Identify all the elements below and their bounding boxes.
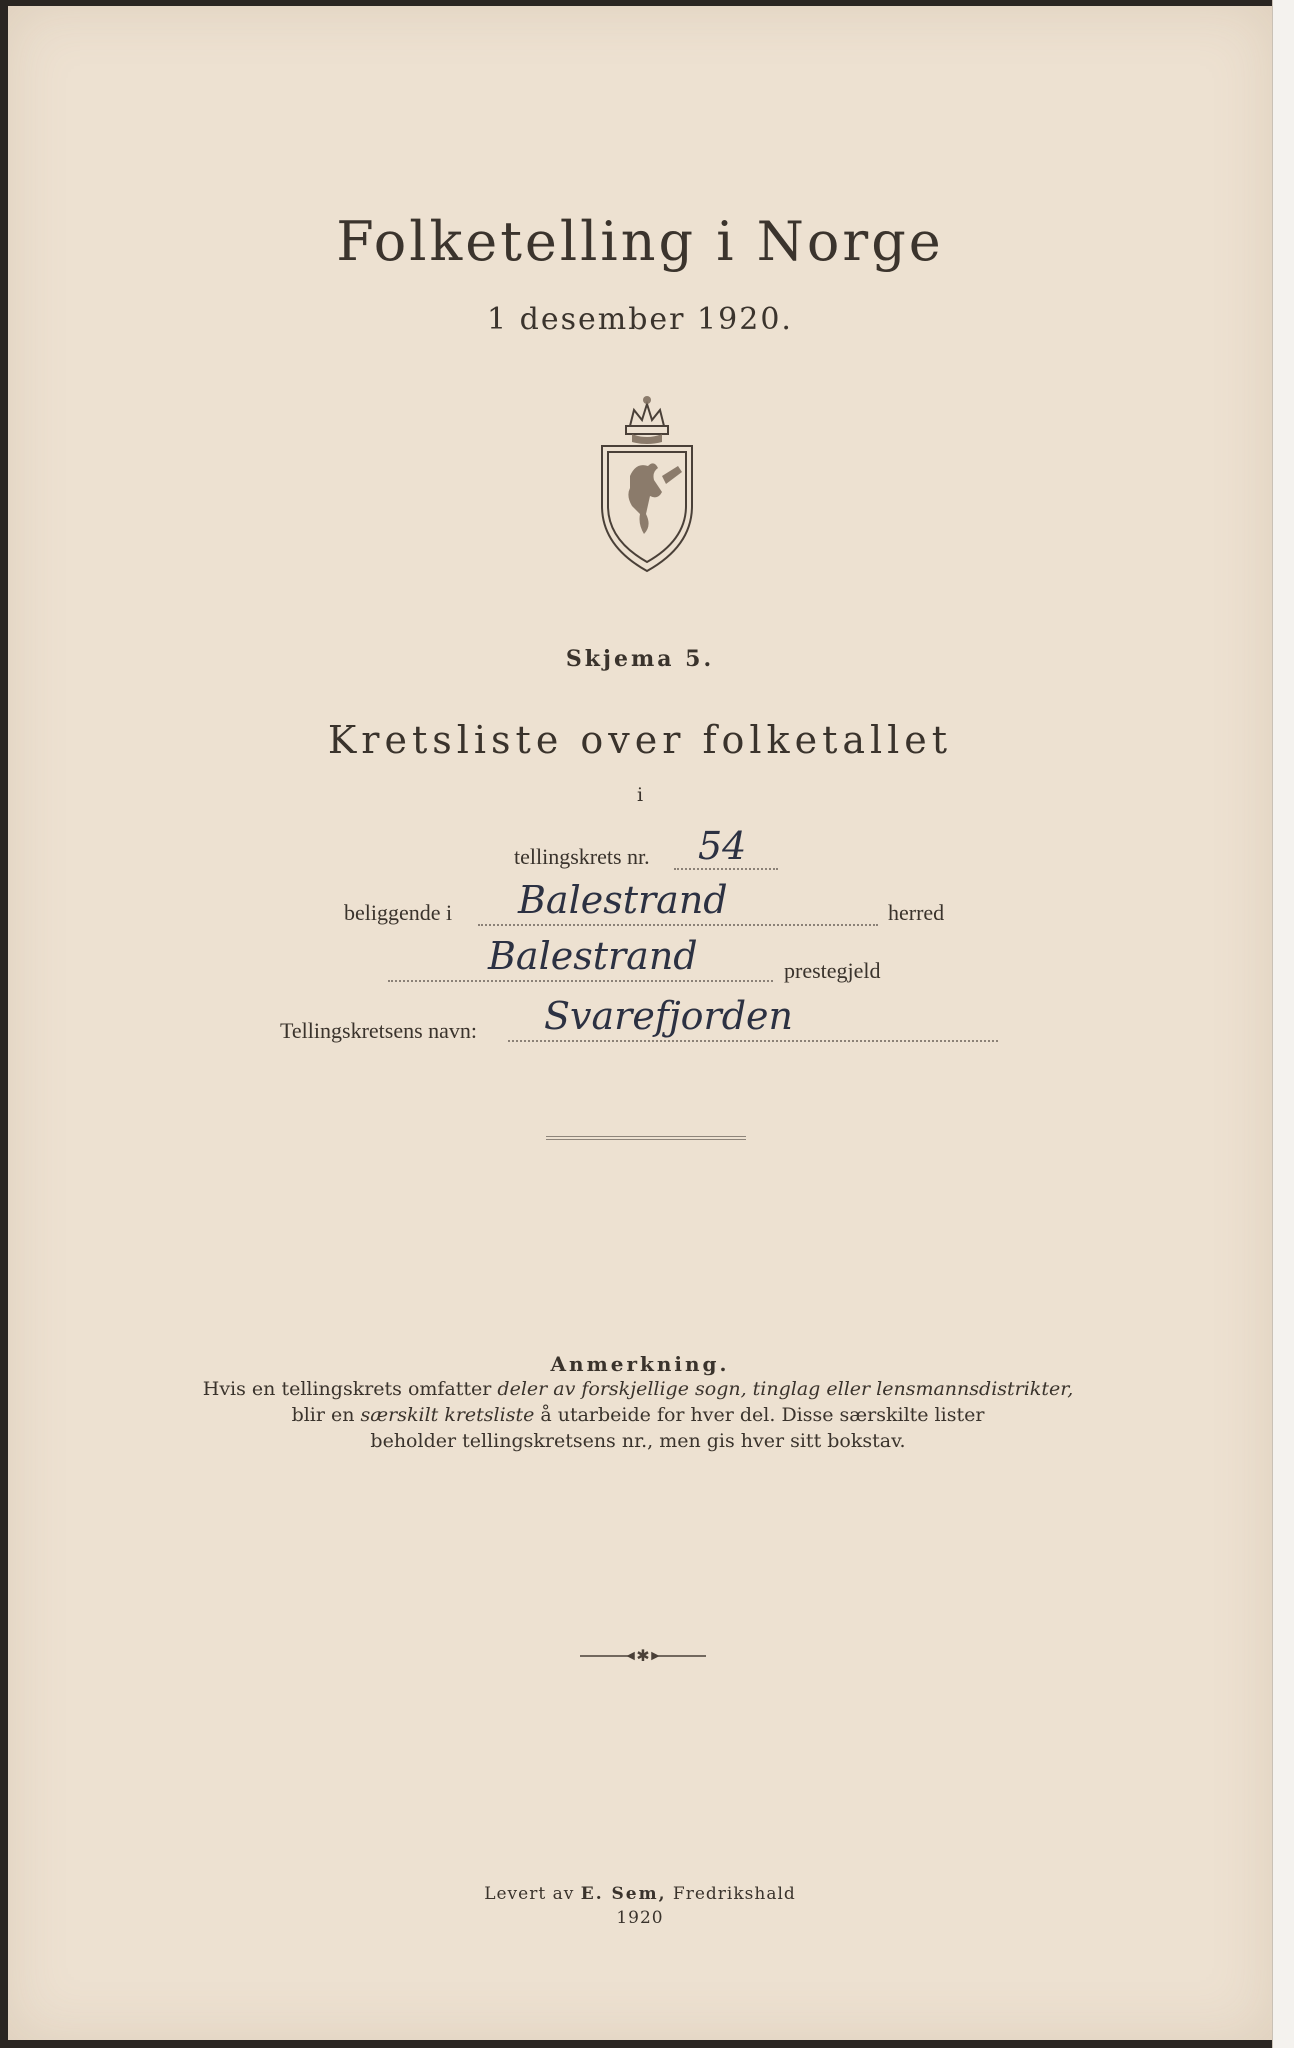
census-form-page <box>8 6 1272 2040</box>
printer-year: 1920 <box>616 1908 664 1928</box>
kretsnavn-line <box>508 1040 998 1042</box>
note-line-1 <box>188 1376 1088 1402</box>
kretsnavn-value: Svarefjorden <box>544 994 793 1038</box>
printer-place: Fredrikshald <box>666 1884 796 1904</box>
prestegjeld-value: Balestrand <box>488 934 698 978</box>
herred-line <box>478 924 878 926</box>
divider-rule <box>546 1136 746 1140</box>
tellingskrets-label: tellingskrets nr. <box>514 844 650 869</box>
tellingskrets-value: 54 <box>698 824 747 868</box>
note-title: Anmerkning. <box>550 1352 730 1376</box>
star-divider-icon <box>578 1646 708 1666</box>
heading-connector: i <box>636 784 644 806</box>
note-body <box>188 1376 1088 1454</box>
printer-name: E. Sem, <box>580 1884 667 1904</box>
herred-label: herred <box>888 900 945 925</box>
svg-text:✱: ✱ <box>636 1646 650 1665</box>
note-line-2 <box>188 1402 1088 1428</box>
census-date: 1 desember 1920. <box>487 302 793 337</box>
field-tellingskrets <box>8 824 1272 876</box>
printer-line <box>8 1882 1272 1906</box>
note-line-3: beholder tellingskretsens nr., men gis hver sitt bokstav. <box>370 1430 906 1452</box>
beliggende-label: beliggende i <box>344 900 453 925</box>
note-emphasis: særskilt kretsliste <box>360 1404 535 1426</box>
field-herred <box>8 878 1272 934</box>
norwegian-coat-of-arms-icon <box>592 396 702 576</box>
note-emphasis: deler av forskjellige sogn, tinglag eller lensmannsdistrikter, <box>497 1378 1074 1400</box>
prestegjeld-line <box>388 980 773 982</box>
form-heading: Kretsliste over folketallet <box>327 718 953 762</box>
note-text: blir en <box>291 1404 361 1426</box>
printer-prefix: Levert av <box>484 1884 581 1904</box>
form-title: Folketelling i Norge <box>336 210 944 273</box>
field-prestegjeld <box>8 934 1272 992</box>
field-kretsnavn <box>8 994 1272 1052</box>
printer-credit <box>8 1882 1272 1930</box>
scan-edge <box>1272 0 1294 2048</box>
herred-value: Balestrand <box>518 878 728 922</box>
schema-number: Skjema 5. <box>565 646 715 672</box>
note-text: å utarbeide for hver del. Disse særskilte lister <box>534 1404 985 1426</box>
tellingskrets-line <box>674 868 778 870</box>
prestegjeld-label: prestegjeld <box>784 958 881 983</box>
kretsnavn-label: Tellingskretsens navn: <box>280 1018 478 1043</box>
note-text: Hvis en tellingskrets omfatter <box>202 1378 498 1400</box>
